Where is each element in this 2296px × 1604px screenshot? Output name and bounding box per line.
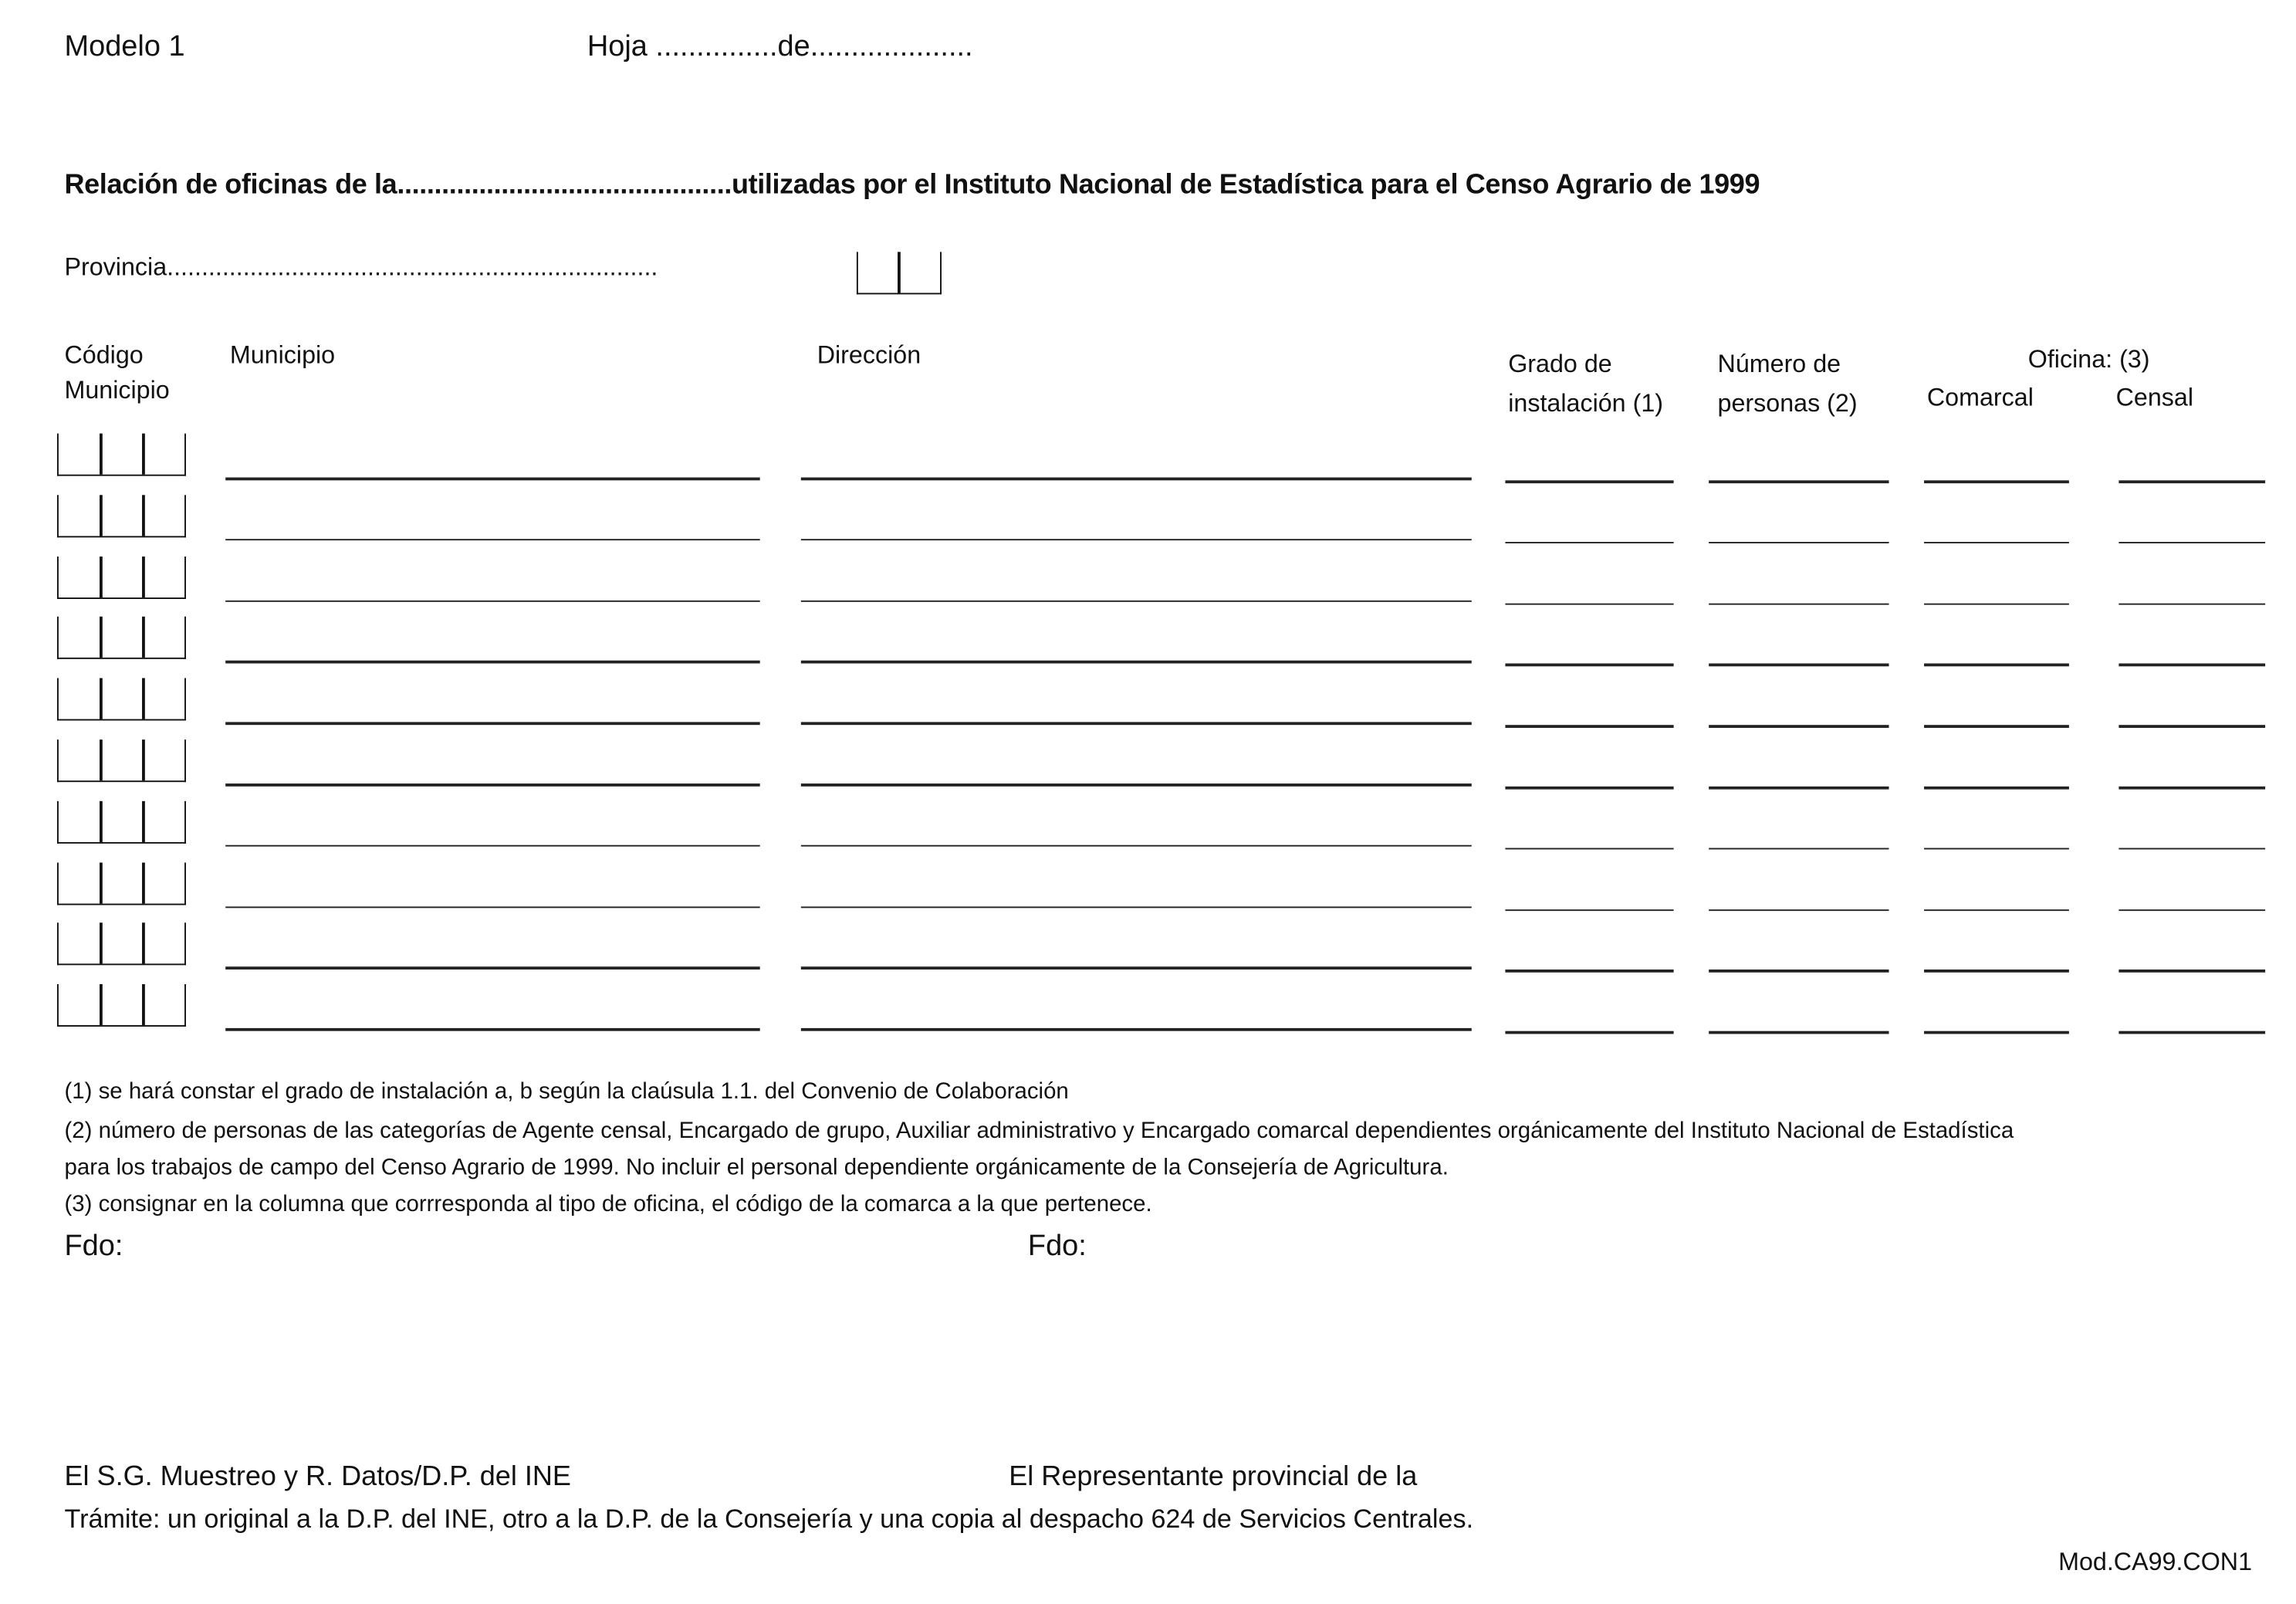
header-grado: Grado de instalación (1) <box>1508 350 1664 418</box>
header-code: Código Municipio <box>64 341 170 404</box>
numero-field[interactable] <box>1709 909 1889 911</box>
header-direccion: Dirección <box>817 341 921 370</box>
left-signer: El S.G. Muestreo y R. Datos/D.P. del INE <box>64 1461 571 1493</box>
municipio-field[interactable] <box>225 783 760 786</box>
municipio-field[interactable] <box>225 600 760 602</box>
censal-field[interactable] <box>2118 480 2265 482</box>
grado-field[interactable] <box>1505 970 1673 973</box>
grado-field[interactable] <box>1505 542 1673 544</box>
censal-field[interactable] <box>2118 603 2265 605</box>
censal-field[interactable] <box>2118 787 2265 789</box>
form-title: Relación de oficinas de la.............................................utilizadas por el Instituto Nacional de Estadística para el Censo Agrario de 1999 <box>64 170 1760 201</box>
censal-field[interactable] <box>2118 970 2265 973</box>
municipio-code-box[interactable] <box>57 923 186 966</box>
municipio-field[interactable] <box>225 967 760 970</box>
province-code-box[interactable] <box>857 252 942 294</box>
grado-field[interactable] <box>1505 726 1673 728</box>
comarcal-field[interactable] <box>1924 970 2069 973</box>
numero-field[interactable] <box>1709 664 1889 666</box>
numero-field[interactable] <box>1709 726 1889 728</box>
header-oficina: Oficina: (3) <box>2027 345 2150 374</box>
header-comarcal: Comarcal <box>1926 384 2034 412</box>
direccion-field[interactable] <box>801 722 1472 725</box>
signature-right-label: Fdo: <box>1027 1230 1087 1263</box>
comarcal-field[interactable] <box>1924 787 2069 789</box>
censal-field[interactable] <box>2118 664 2265 666</box>
censal-field[interactable] <box>2118 726 2265 728</box>
municipio-code-box[interactable] <box>57 739 186 782</box>
municipio-code-box[interactable] <box>57 678 186 721</box>
grado-field[interactable] <box>1505 787 1673 789</box>
header-censal: Censal <box>2115 384 2194 412</box>
municipio-code-box[interactable] <box>57 556 186 598</box>
grado-field[interactable] <box>1505 603 1673 605</box>
direccion-field[interactable] <box>801 844 1472 847</box>
municipio-code-box[interactable] <box>57 862 186 905</box>
municipio-code-box[interactable] <box>57 618 186 660</box>
province-label: Provincia....................................................................... <box>64 253 658 282</box>
municipio-field[interactable] <box>225 722 760 725</box>
municipio-code-box[interactable] <box>57 984 186 1027</box>
tramite-note: Trámite: un original a la D.P. del INE, otro a la D.P. de la Consejería y una copia al despacho 624 de Servicios Centrales. <box>64 1504 1474 1534</box>
censal-field[interactable] <box>2118 909 2265 911</box>
municipio-code-box[interactable] <box>57 495 186 537</box>
numero-field[interactable] <box>1709 542 1889 544</box>
direccion-field[interactable] <box>801 1028 1472 1030</box>
numero-field[interactable] <box>1709 787 1889 789</box>
comarcal-field[interactable] <box>1924 603 2069 605</box>
grado-field[interactable] <box>1505 480 1673 482</box>
municipio-field[interactable] <box>225 844 760 847</box>
grado-field[interactable] <box>1505 664 1673 666</box>
grado-field[interactable] <box>1505 848 1673 850</box>
censal-field[interactable] <box>2118 1031 2265 1034</box>
censal-field[interactable] <box>2118 848 2265 850</box>
comarcal-field[interactable] <box>1924 542 2069 544</box>
signature-left-label: Fdo: <box>64 1230 123 1263</box>
header-municipio: Municipio <box>229 341 336 370</box>
sheet-number: Hoja ...............de.................... <box>587 30 973 63</box>
grado-field[interactable] <box>1505 1031 1673 1034</box>
municipio-field[interactable] <box>225 661 760 663</box>
grado-field[interactable] <box>1505 909 1673 911</box>
model-label: Modelo 1 <box>64 30 185 63</box>
comarcal-field[interactable] <box>1924 909 2069 911</box>
municipio-field[interactable] <box>225 906 760 909</box>
direccion-field[interactable] <box>801 783 1472 786</box>
municipio-field[interactable] <box>225 539 760 541</box>
direccion-field[interactable] <box>801 967 1472 970</box>
comarcal-field[interactable] <box>1924 480 2069 482</box>
numero-field[interactable] <box>1709 480 1889 482</box>
footnote-2: (2) número de personas de las categorías de Agente censal, Encargado de grupo, Auxiliar administrativo y Encargado comarcal dependientes orgánicamente del Instituto Nacional de Estadística <box>64 1118 2014 1144</box>
direccion-field[interactable] <box>801 539 1472 541</box>
comarcal-field[interactable] <box>1924 726 2069 728</box>
footnote-3: (3) consignar en la columna que corrresponda al tipo de oficina, el código de la comarca a la que pertenece. <box>64 1192 1152 1217</box>
comarcal-field[interactable] <box>1924 848 2069 850</box>
right-signer: El Representante provincial de la <box>1009 1461 1418 1493</box>
municipio-field[interactable] <box>225 478 760 480</box>
municipio-code-box[interactable] <box>57 434 186 476</box>
direccion-field[interactable] <box>801 478 1472 480</box>
numero-field[interactable] <box>1709 603 1889 605</box>
numero-field[interactable] <box>1709 848 1889 850</box>
censal-field[interactable] <box>2118 542 2265 544</box>
numero-field[interactable] <box>1709 970 1889 973</box>
footnote-1: (1) se hará constar el grado de instalación a, b según la claúsula 1.1. del Convenio de Colaboración <box>64 1079 1069 1105</box>
direccion-field[interactable] <box>801 906 1472 909</box>
comarcal-field[interactable] <box>1924 664 2069 666</box>
direccion-field[interactable] <box>801 600 1472 602</box>
header-numero: Número de personas (2) <box>1717 350 1858 418</box>
municipio-code-box[interactable] <box>57 800 186 843</box>
comarcal-field[interactable] <box>1924 1031 2069 1034</box>
direccion-field[interactable] <box>801 661 1472 663</box>
footnote-2-cont: para los trabajos de campo del Censo Agrario de 1999. No incluir el personal dependiente orgánicamente de la Consejería de Agricultura. <box>64 1155 1449 1181</box>
form-code: Mod.CA99.CON1 <box>2058 1548 2253 1576</box>
municipio-field[interactable] <box>225 1028 760 1030</box>
numero-field[interactable] <box>1709 1031 1889 1034</box>
